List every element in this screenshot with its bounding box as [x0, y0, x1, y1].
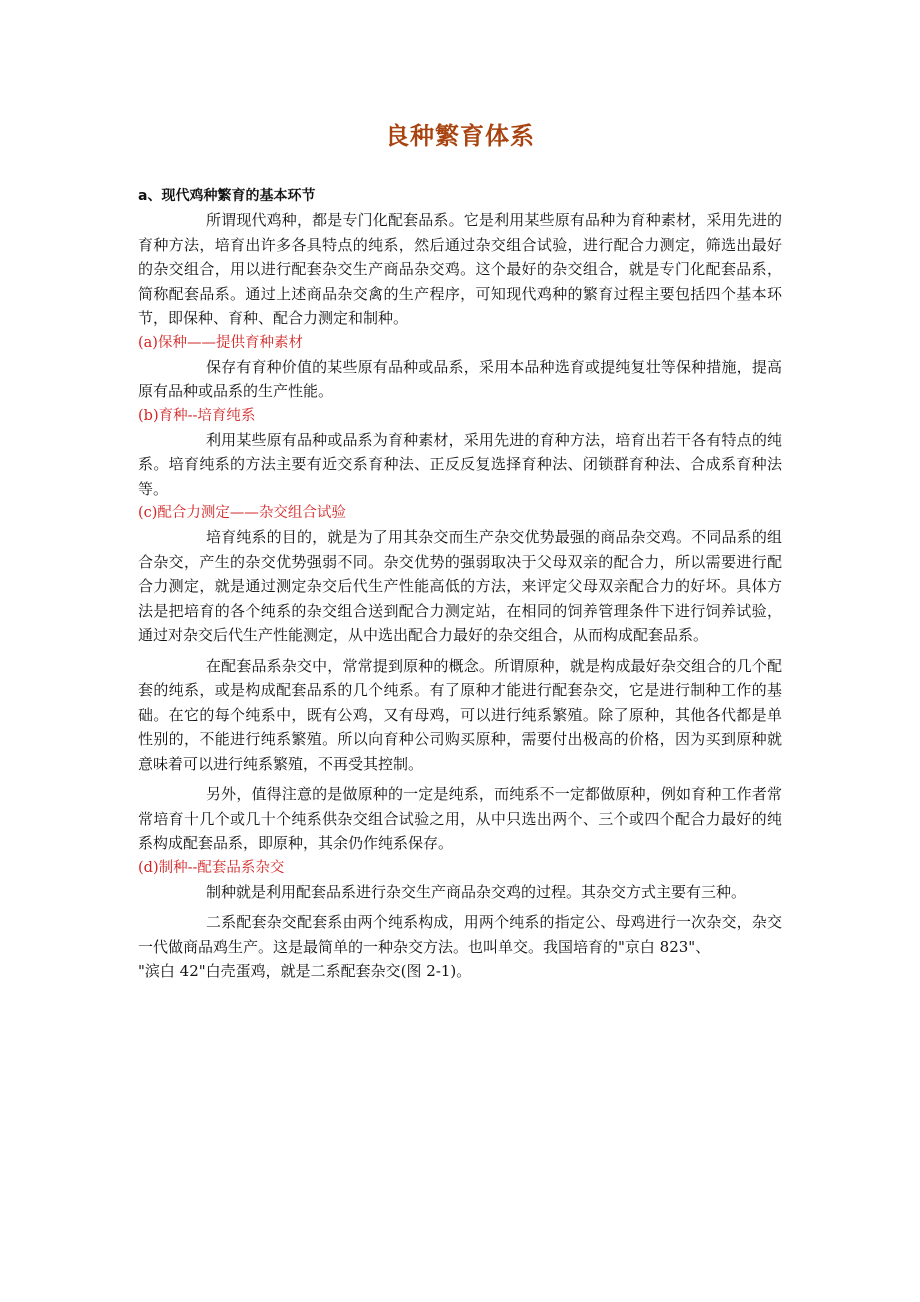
sub-d-para-3: "滨白 42"白壳蛋鸡，就是二系配套杂交(图 2-1)。: [138, 962, 472, 980]
sub-c-para-3: 另外，值得注意的是做原种的一定是纯系，而纯系不一定都做原种，例如育种工作者常常培育十几个或几十个纯系供杂交组合试验之用，从中只选出两个、三个或四个配合力最好的纯系构成配套品系，即原种，其余仍作纯系保存。: [138, 785, 782, 852]
sub-b-text: 利用某些原有品种或品系为育种素材，采用先进的育种方法，培育出若干各有特点的纯系。培育纯系的方法主要有近交系育种法、正反反复选择育种法、闭锁群育种法、合成系育种法等。: [138, 430, 782, 498]
sub-d-para-1: 制种就是利用配套品系进行杂交生产商品杂交鸡的过程。其杂交方式主要有三种。: [206, 882, 747, 901]
page-title: 良种繁育体系: [385, 122, 535, 150]
subheading-a: (a)保种——提供育种素材: [138, 334, 303, 351]
subheading-b: (b)育种--培育纯系: [138, 407, 256, 424]
sub-c-para-1: 培育纯系的目的，就是为了用其杂交而生产杂交优势最强的商品杂交鸡。不同品系的组合杂交，产生的杂交优势强弱不同。杂交优势的强弱取决于父母双亲的配合力，所以需要进行配合力测定，就是通过测定杂交后代生产性能高低的方法，来评定父母双亲配合力的好坏。具体方法是把培育的各个纯系的杂交组合送到配合力测定站，在相同的饲养管理条件下进行饲养试验，通过对杂交后代生产性能测定，从中选出配合力最好的杂交组合，从而构成配套品系。: [138, 528, 782, 644]
subheading-c: (c)配合力测定——杂交组合试验: [138, 505, 346, 521]
section-a-intro: 所谓现代鸡种，都是专门化配套品系。它是利用某些原有品种为育种素材，采用先进的育种方法，培育出许多各具特点的纯系，然后通过杂交组合试验，进行配合力测定，筛选出最好的杂交组合，用以进行配套杂交生产商品杂交鸡。这个最好的杂交组合，就是专门化配套品系，简称配套品系。通过上述商品杂交禽的生产程序，可知现代鸡种的繁育过程主要包括四个基本环节，即保种、育种、配合力测定和制种。: [138, 211, 782, 327]
subheading-d: (d)制种--配套品系杂交: [138, 859, 285, 876]
section-a-heading: a、现代鸡种繁育的基本环节: [138, 188, 316, 204]
sub-d-para-2: 二系配套杂交配套系由两个纯系构成，用两个纯系的指定公、母鸡进行一次杂交，杂交一代做商品鸡生产。这是最简单的一种杂交方法。也叫单交。我国培育的"京白 823"、: [138, 913, 782, 956]
sub-c-para-2: 在配套品系杂交中，常常提到原种的概念。所谓原种，就是构成最好杂交组合的几个配套的纯系，或是构成配套品系的几个纯系。有了原种才能进行配套杂交，它是进行制种工作的基础。在它的每个纯系中，既有公鸡，又有母鸡，可以进行纯系繁殖。除了原种，其他各代都是单性别的，不能进行纯系繁殖。所以向育种公司购买原种，需要付出极高的价格，因为买到原种就意味着可以进行纯系繁殖，不再受其控制。: [138, 656, 782, 773]
sub-a-text: 保存有育种价值的某些原有品种或品系，采用本品种选育或提纯复壮等保种措施，提高原有品种或品系的生产性能。: [138, 357, 782, 400]
